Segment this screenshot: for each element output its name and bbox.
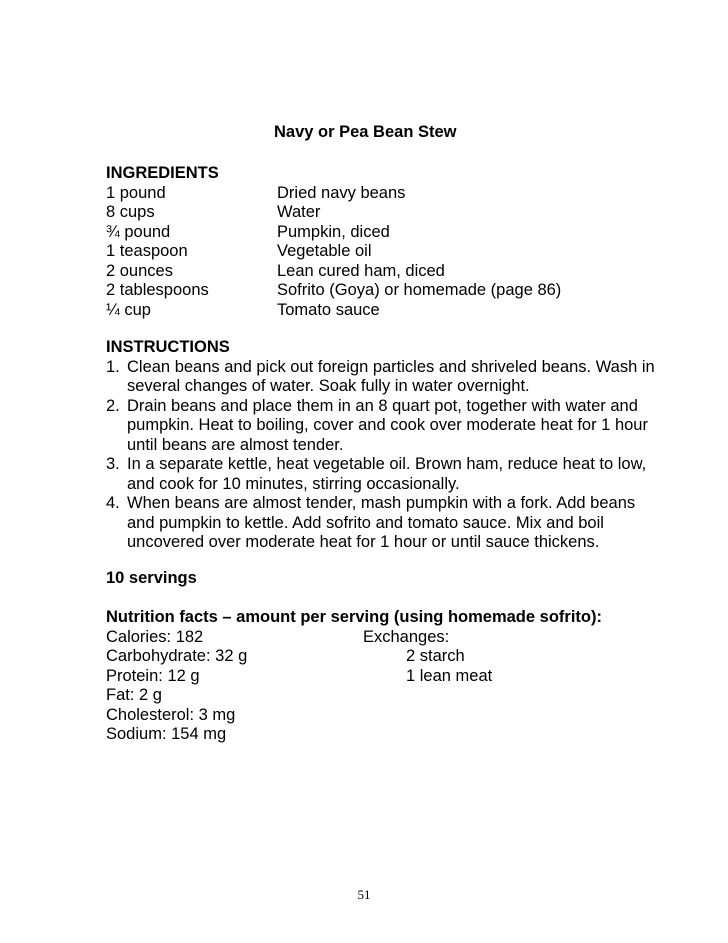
- ingredient-row: [106, 242, 666, 262]
- exchanges-label: Exchanges:: [363, 627, 450, 646]
- ingredient-name: Dried navy beans: [277, 183, 406, 202]
- carbohydrate: Carbohydrate: 32 g: [106, 647, 248, 665]
- step-number: 2.: [106, 396, 120, 415]
- instructions-section: [106, 338, 662, 553]
- ingredient-quantity: 1 teaspoon: [106, 242, 188, 260]
- instructions-heading: INSTRUCTIONS: [106, 338, 230, 356]
- step-text: In a separate kettle, heat vegetable oil. Brown ham, reduce heat to low, and cook for 10 minutes, stirring occasionally.: [127, 455, 647, 493]
- ingredient-row: [106, 262, 666, 282]
- ingredient-name: Lean cured ham, diced: [277, 261, 445, 280]
- ingredient-quantity: 2 ounces: [106, 261, 173, 280]
- instruction-step: [106, 358, 662, 397]
- instruction-step: [106, 397, 662, 456]
- ingredient-row: [106, 223, 666, 243]
- ingredient-row: [106, 281, 666, 301]
- ingredient-quantity: ¾ pound: [106, 222, 171, 241]
- instructions-list: [106, 358, 662, 553]
- ingredients-heading: INGREDIENTS: [106, 164, 219, 182]
- ingredient-row: [106, 184, 666, 204]
- step-number: 3.: [106, 455, 120, 473]
- fat: Fat: 2 g: [106, 686, 162, 704]
- ingredient-name: Water: [277, 203, 321, 221]
- ingredient-quantity: 8 cups: [106, 203, 155, 221]
- ingredient-name: Vegetable oil: [277, 242, 372, 260]
- page-number: 51: [357, 887, 371, 902]
- ingredient-row: [106, 203, 666, 223]
- ingredients-section: [106, 164, 666, 320]
- nutrition-row: [106, 647, 706, 667]
- nutrition-row: [106, 667, 706, 687]
- nutrition-row: [106, 628, 706, 648]
- ingredient-quantity: 2 tablespoons: [106, 281, 209, 299]
- ingredient-name: Pumpkin, diced: [277, 222, 390, 241]
- cholesterol: Cholesterol: 3 mg: [106, 705, 236, 724]
- ingredient-name: Sofrito (Goya) or homemade (page 86): [277, 281, 562, 299]
- step-number: 4.: [106, 494, 120, 512]
- nutrition-heading: Nutrition facts – amount per serving (using homemade sofrito):: [106, 608, 602, 626]
- sodium: Sodium: 154 mg: [106, 725, 227, 743]
- calories: Calories: 182: [106, 627, 204, 646]
- step-text: Clean beans and pick out foreign particles and shriveled beans. Wash in several changes of water. Soak fully in water overnight.: [127, 357, 655, 395]
- ingredient-quantity: ¼ cup: [106, 300, 151, 319]
- step-number: 1.: [106, 357, 120, 376]
- ingredient-row: [106, 301, 666, 321]
- instruction-step: [106, 494, 662, 553]
- exchange-starch: 2 starch: [406, 647, 465, 665]
- ingredient-quantity: 1 pound: [106, 183, 166, 202]
- exchange-lean-meat: 1 lean meat: [406, 666, 493, 685]
- instruction-step: [106, 455, 662, 494]
- protein: Protein: 12 g: [106, 666, 200, 685]
- nutrition-section: [106, 608, 706, 745]
- step-text: Drain beans and place them in an 8 quart pot, together with water and pumpkin. Heat to boiling, cover and cook over moderate heat for 1 hour until beans are almost tender.: [127, 396, 648, 454]
- ingredient-name: Tomato sauce: [277, 300, 380, 319]
- servings: 10 servings: [106, 569, 197, 587]
- recipe-title: Navy or Pea Bean Stew: [274, 123, 457, 141]
- step-text: When beans are almost tender, mash pumpkin with a fork. Add beans and pumpkin to kettle. Add sofrito and tomato sauce. Mix and boil uncovered over moderate heat for 1 hour or until sauce thickens.: [127, 494, 636, 551]
